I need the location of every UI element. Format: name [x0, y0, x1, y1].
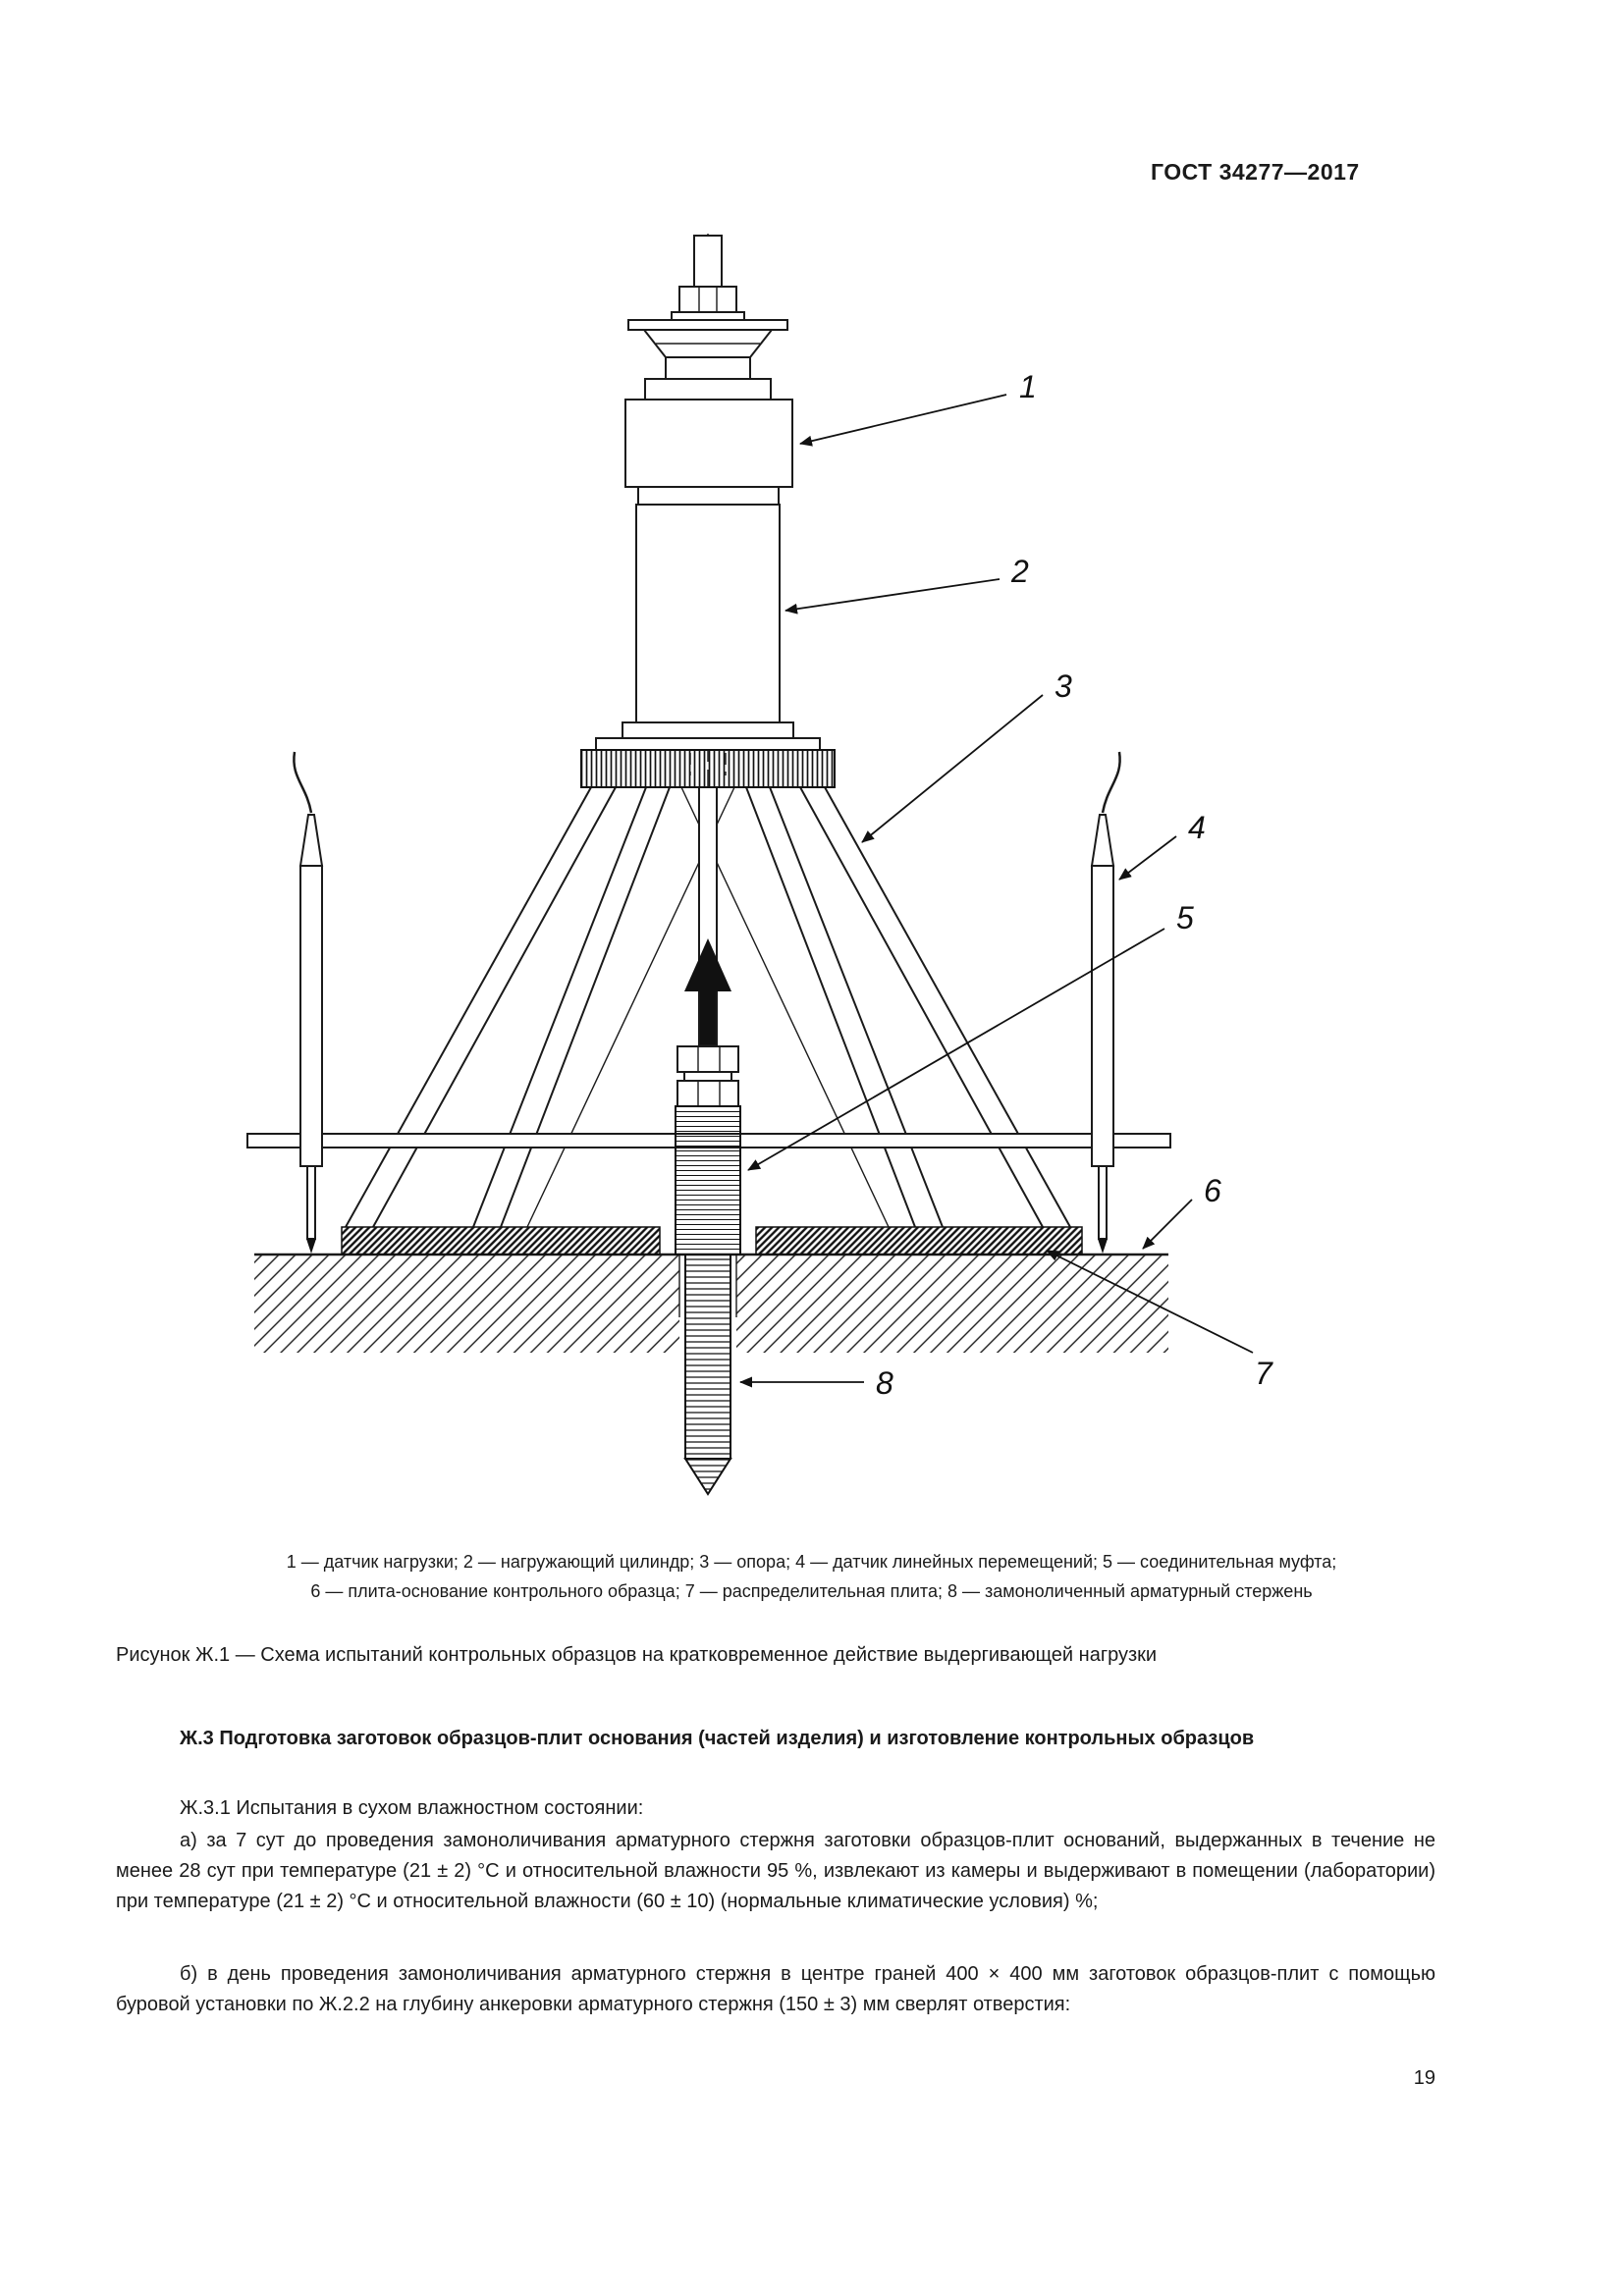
callout-2: 2	[1011, 554, 1029, 589]
callout-1: 1	[1019, 369, 1037, 404]
figure-diagram	[0, 226, 1623, 1541]
callout-5: 5	[1176, 900, 1194, 935]
coupling	[676, 1106, 740, 1255]
paragraph-a: а) за 7 сут до проведения замоноличивания арматурного стержня заготовки образцов-плит оснований, выдержанных в течение не менее 28 сут при температуре (21 ± 2) °С и относительной влажности 95 %, извлекают из камеры и выдерживают в помещении (лаборатории) при температуре (21 ± 2) °С и относительной влажности (60 ± 10) (нормальные климатические условия) %;	[116, 1830, 1435, 1912]
pull-rod	[677, 787, 738, 1106]
load-sensor	[625, 400, 792, 487]
figure-caption: Рисунок Ж.1 — Схема испытаний контрольных образцов на кратковременное действие выдергивающей нагрузки	[116, 1644, 1158, 1666]
callout-7: 7	[1255, 1356, 1272, 1391]
section-heading-zh3: Ж.3 Подготовка заготовок образцов-плит основания (частей изделия) и изготовление контрольных образцов	[180, 1728, 1255, 1749]
figure-legend-line-1: 1 — датчик нагрузки; 2 — нагружающий цилиндр; 3 — опора; 4 — датчик линейных перемещений; 5 — соединительная муфта;	[286, 1552, 1337, 1572]
paragraph-b: б) в день проведения замоноличивания арматурного стержня в центре граней 400 × 400 мм заготовок образцов-плит с помощью буровой установки по Ж.2.2 на глубину анкеровки арматурного стержня (150 ± 3) мм сверлят отверстия:	[116, 1963, 1435, 2015]
doc-number: ГОСТ 34277—2017	[1151, 159, 1360, 185]
page-number: 19	[1413, 2067, 1435, 2089]
figure-legend-line-2: 6 — плита-основание контрольного образца; 7 — распределительная плита; 8 — замоноличенный арматурный стержень	[310, 1581, 1313, 1601]
top-assembly	[581, 236, 835, 787]
embedded-rebar	[685, 1255, 730, 1494]
callout-3: 3	[1055, 668, 1072, 704]
support-top-band	[581, 750, 835, 787]
callout-4: 4	[1188, 810, 1206, 845]
callout-8: 8	[876, 1365, 893, 1401]
paragraph-zh31: Ж.3.1 Испытания в сухом влажностном состоянии:	[180, 1797, 644, 1819]
displacement-sensor-right	[1092, 752, 1120, 1254]
callout-6: 6	[1204, 1173, 1221, 1208]
figure-legend	[98, 1547, 1525, 1606]
load-arrow-icon	[684, 938, 731, 991]
displacement-sensor-left	[294, 752, 322, 1254]
loading-cylinder	[636, 505, 780, 722]
